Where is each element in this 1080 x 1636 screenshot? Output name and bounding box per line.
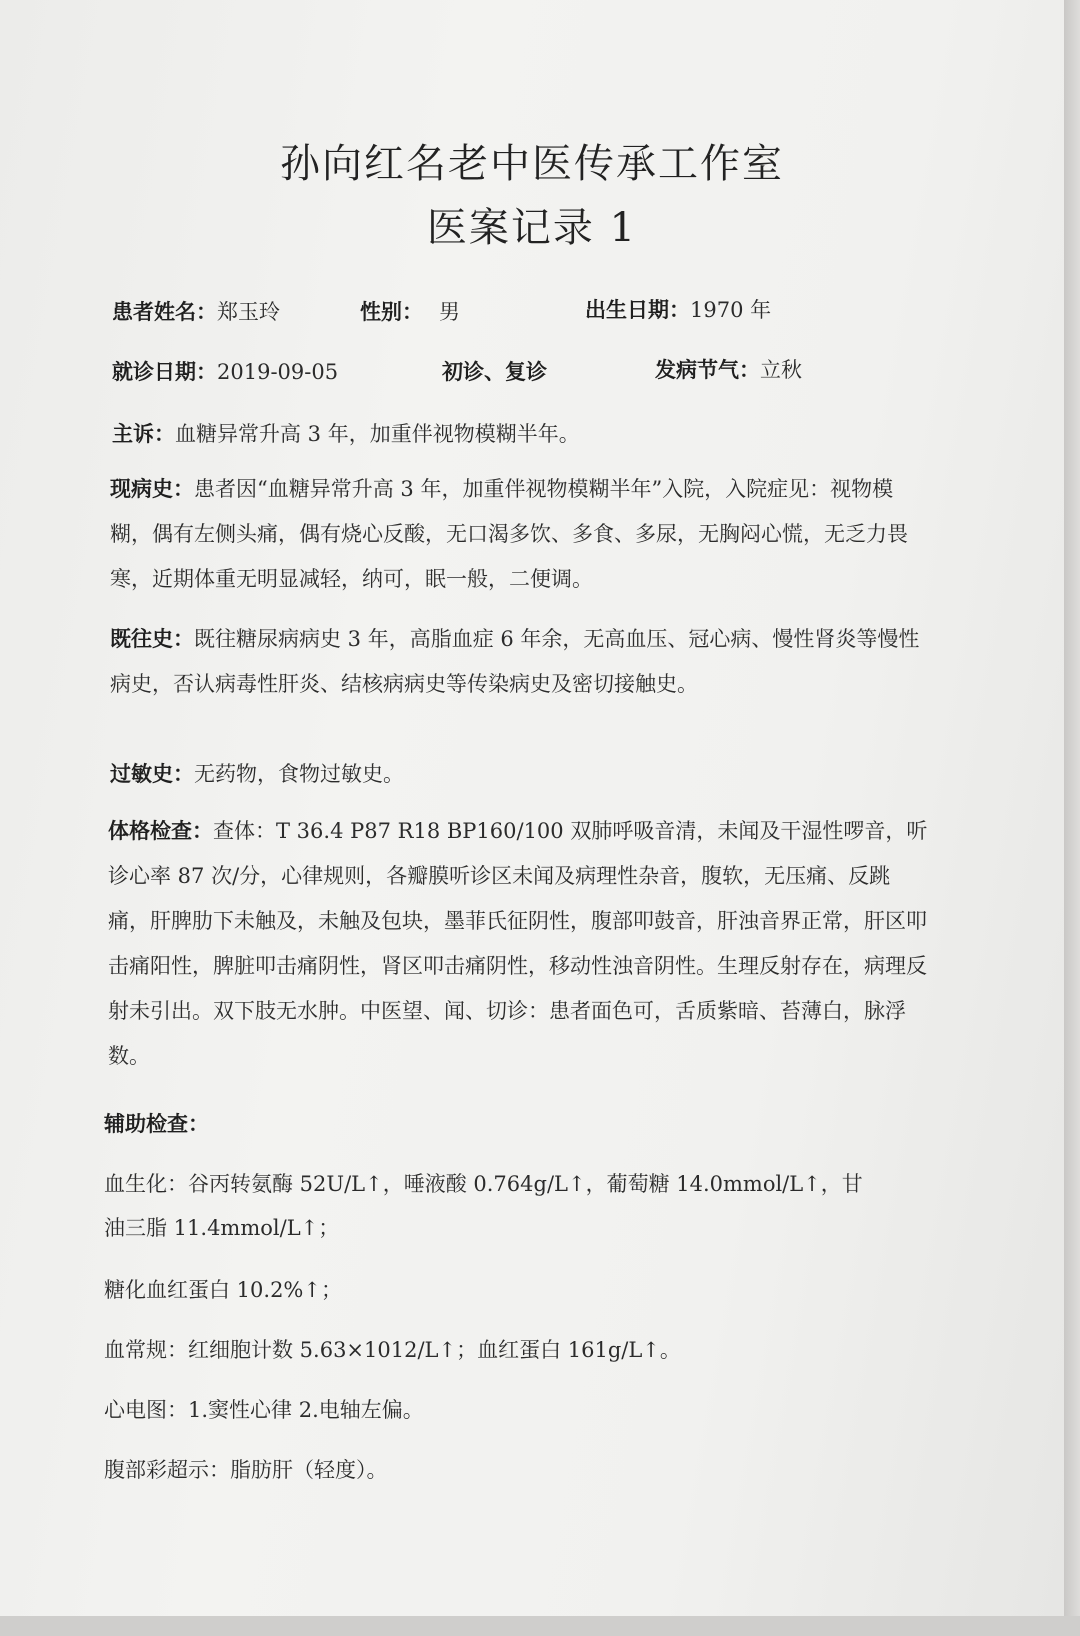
patient-sex-field [360, 296, 460, 326]
present-illness-text: 患者因“血糖异常升高 3 年，加重伴视物模糊半年”入院，入院症见：视物模糊，偶有左侧头痛，偶有烧心反酸，无口渴多饮、多食、多尿，无胸闷心慌，无乏力畏寒，近期体重无明显减轻，纳可，眠一般，二便调。 [110, 477, 908, 591]
hba1c-line: 糖化血红蛋白 10.2%↑； [104, 1278, 342, 1302]
onset-term-label: 发病节气： [655, 357, 760, 382]
chief-complaint-text: 血糖异常升高 3 年，加重伴视物模糊半年。 [175, 422, 580, 446]
allergy-text: 无药物，食物过敏史。 [194, 762, 404, 786]
biochem-line-1: 血生化：谷丙转氨酶 52U/L↑，唾液酸 0.764g/L↑，葡萄糖 14.0mmol/L↑，甘 [104, 1172, 863, 1196]
page-edge [1064, 0, 1080, 1636]
document-subtitle: 医案记录 1 [426, 205, 638, 251]
aux-exam-label: 辅助检查： [104, 1111, 209, 1136]
physical-exam-text: 查体：T 36.4 P87 R18 BP160/100 双肺呼吸音清，未闻及干湿性啰音，听诊心率 87 次/分，心律规则，各瓣膜听诊区未闻及病理性杂音，腹软，无压痛、反跳痛，肝脾肋下未触及，未触及包块，墨菲氏征阴性，腹部叩鼓音，肝浊音界正常，肝区叩击痛阳性，脾脏叩击痛阴性，肾区叩击痛阴性，移动性浊音阴性。生理反射存在，病理反射未引出。双下肢无水肿。中医望、闻、切诊：患者面色可，舌质紫暗、苔薄白，脉浮数。 [108, 819, 928, 1068]
biochem-line-2: 油三脂 11.4mmol/L↑； [104, 1216, 340, 1240]
present-illness-section [110, 466, 930, 602]
visit-date-field [112, 356, 338, 386]
blood-routine-line: 血常规：红细胞计数 5.63×1012/L↑；血红蛋白 161g/L↑。 [104, 1338, 681, 1362]
visit-type: 初诊、复诊 [442, 359, 547, 384]
visit-date-label: 就诊日期： [112, 359, 217, 384]
chief-complaint [112, 418, 580, 448]
chief-complaint-label: 主诉： [112, 421, 175, 446]
page-bottom-edge [0, 1616, 1080, 1636]
patient-birth-field [585, 294, 771, 324]
past-history-text: 既往糖尿病病史 3 年，高脂血症 6 年余，无高血压、冠心病、慢性肾炎等慢性病史，否认病毒性肝炎、结核病病史等传染病史及密切接触史。 [110, 627, 920, 696]
allergy-label: 过敏史： [110, 761, 194, 786]
present-illness-label: 现病史： [110, 476, 194, 501]
patient-birth-label: 出生日期： [585, 297, 690, 322]
patient-sex-label: 性别： [360, 299, 423, 324]
past-history-section [110, 616, 930, 707]
allergy-section [110, 758, 404, 788]
past-history-label: 既往史： [110, 626, 194, 651]
patient-birth-value: 1970 年 [690, 298, 772, 322]
patient-name-value: 郑玉玲 [217, 300, 280, 324]
patient-name-field [112, 296, 280, 326]
document-title: 孙向红名老中医传承工作室 [280, 141, 784, 187]
visit-date-value: 2019-09-05 [217, 360, 339, 384]
ecg-line: 心电图：1.窦性心律 2.电轴左偏。 [104, 1398, 424, 1422]
patient-name-label: 患者姓名： [112, 299, 217, 324]
physical-exam-section [108, 808, 930, 1079]
onset-term-field [655, 354, 802, 384]
onset-term-value: 立秋 [760, 358, 802, 382]
physical-exam-label: 体格检查： [108, 818, 213, 843]
ultrasound-line: 腹部彩超示：脂肪肝（轻度）。 [104, 1458, 388, 1482]
patient-sex-value: 男 [439, 300, 460, 324]
